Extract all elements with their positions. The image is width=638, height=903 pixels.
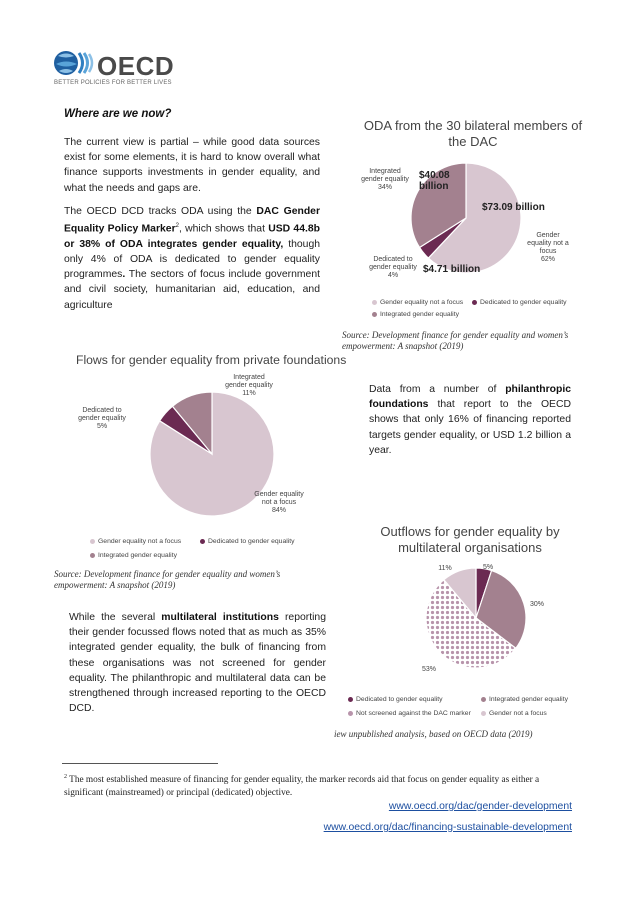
oda-amount-not-focus: $73.09 billion <box>482 202 545 213</box>
oda-legend-integrated: Integrated gender equality <box>372 311 459 318</box>
philanthropic-paragraph: Data from a number of philanthropic foundations that report to the OECD shows that only 16% of financing reported targets gender equality, or USD 1.2 billion a year. <box>369 384 571 456</box>
foundations-legend-dedicated: Dedicated to gender equality <box>200 538 295 545</box>
foundations-legend-integrated: Integrated gender equality <box>90 552 177 559</box>
source-oda: Source: Development finance for gender equality and women’s empowerment: A snapshot (2019) <box>342 330 569 351</box>
oda-label-not-focus: Gender equality not a focus 62% <box>527 232 569 263</box>
multilateral-chart-title: Outflows for gender equality by multilateral organisations <box>380 524 560 555</box>
oda-label-dedicated: Dedicated to gender equality 4% <box>369 256 417 279</box>
oda-amount-dedicated: $4.71 billion <box>423 264 481 275</box>
multilateral-pct-dedicated: 5% <box>482 564 494 571</box>
multilateral-legend-not-screened: Not screened against the DAC marker <box>348 710 471 717</box>
oda-chart-title: ODA from the 30 bilateral members of the DAC <box>363 118 583 149</box>
oda-amount-integrated: $40.08 billion <box>419 170 450 192</box>
foundations-label-integrated: Integrated gender equality 11% <box>225 374 273 397</box>
oda-legend-not-focus: Gender equality not a focus <box>372 299 463 306</box>
multilateral-pct-integrated: 30% <box>529 601 544 608</box>
logo-wordmark: OECD <box>97 51 175 81</box>
foundations-label-dedicated: Dedicated to gender equality 5% <box>78 407 126 430</box>
footnote-divider <box>62 763 218 764</box>
source-foundations: Source: Development finance for gender equality and women’s empowerment: A snapshot (2019) <box>54 569 281 590</box>
logo-tagline: BETTER POLICIES FOR BETTER LIVES <box>54 80 172 86</box>
foundations-chart-title: Flows for gender equality from private foundations <box>76 353 347 367</box>
multilateral-legend-not-focus: Gender not a focus <box>481 710 547 717</box>
footnote: $^2$ The most established measure of financing for gender equality, the marker records aid that focus on gender equality as either a significant (mainstreamed) or principal (dedicated) objective. <box>64 774 540 798</box>
oecd-globe-icon <box>53 47 97 79</box>
multilateral-legend-integrated: Integrated gender equality <box>481 696 568 703</box>
multilateral-pct-not-focus: 11% <box>438 565 452 572</box>
oda-label-integrated: Integrated gender equality 34% <box>361 168 409 191</box>
foundations-legend-not-focus: Gender equality not a focus <box>90 538 181 545</box>
multilateral-paragraph: While the several multilateral institutions reporting their gender focussed flows noted that as much as 35% integrated gender equality, the bulk of financing from these organisations was not screened for gender equality. The philanthropic and multilateral data can be strengthened through increased reporting to the OECD DCD. <box>69 612 326 715</box>
dac-paragraph: The OECD DCD tracks ODA using the DAC Gender Equality Policy Marker$^2$, which shows that USD 44.8b or 38% of ODA integrates gender equality, though only 4% of ODA is dedicated to gender equality programmes. The sectors of focus include government and civil society, humanitarian aid, education, and agriculture <box>64 206 321 311</box>
oecd-logo <box>53 47 183 92</box>
section-heading: Where are we now? <box>64 108 172 120</box>
oda-legend-dedicated: Dedicated to gender equality <box>472 299 567 306</box>
foundations-label-not-focus: Gender equality not a focus 84% <box>254 491 304 514</box>
source-multilateral: iew unpublished analysis, based on OECD data (2019) <box>334 729 533 739</box>
multilateral-pct-not-screened: 53% <box>421 666 436 673</box>
intro-paragraph: The current view is partial – while good data sources exist for some elements, it is hard to know overall what finance supports investments in gender equality, and what the needs and gaps are. <box>64 137 320 194</box>
link-financing-sustainable-development[interactable]: www.oecd.org/dac/financing-sustainable-development <box>323 822 572 833</box>
link-gender-development[interactable]: www.oecd.org/dac/gender-development <box>388 801 572 812</box>
multilateral-legend-dedicated: Dedicated to gender equality <box>348 696 443 703</box>
